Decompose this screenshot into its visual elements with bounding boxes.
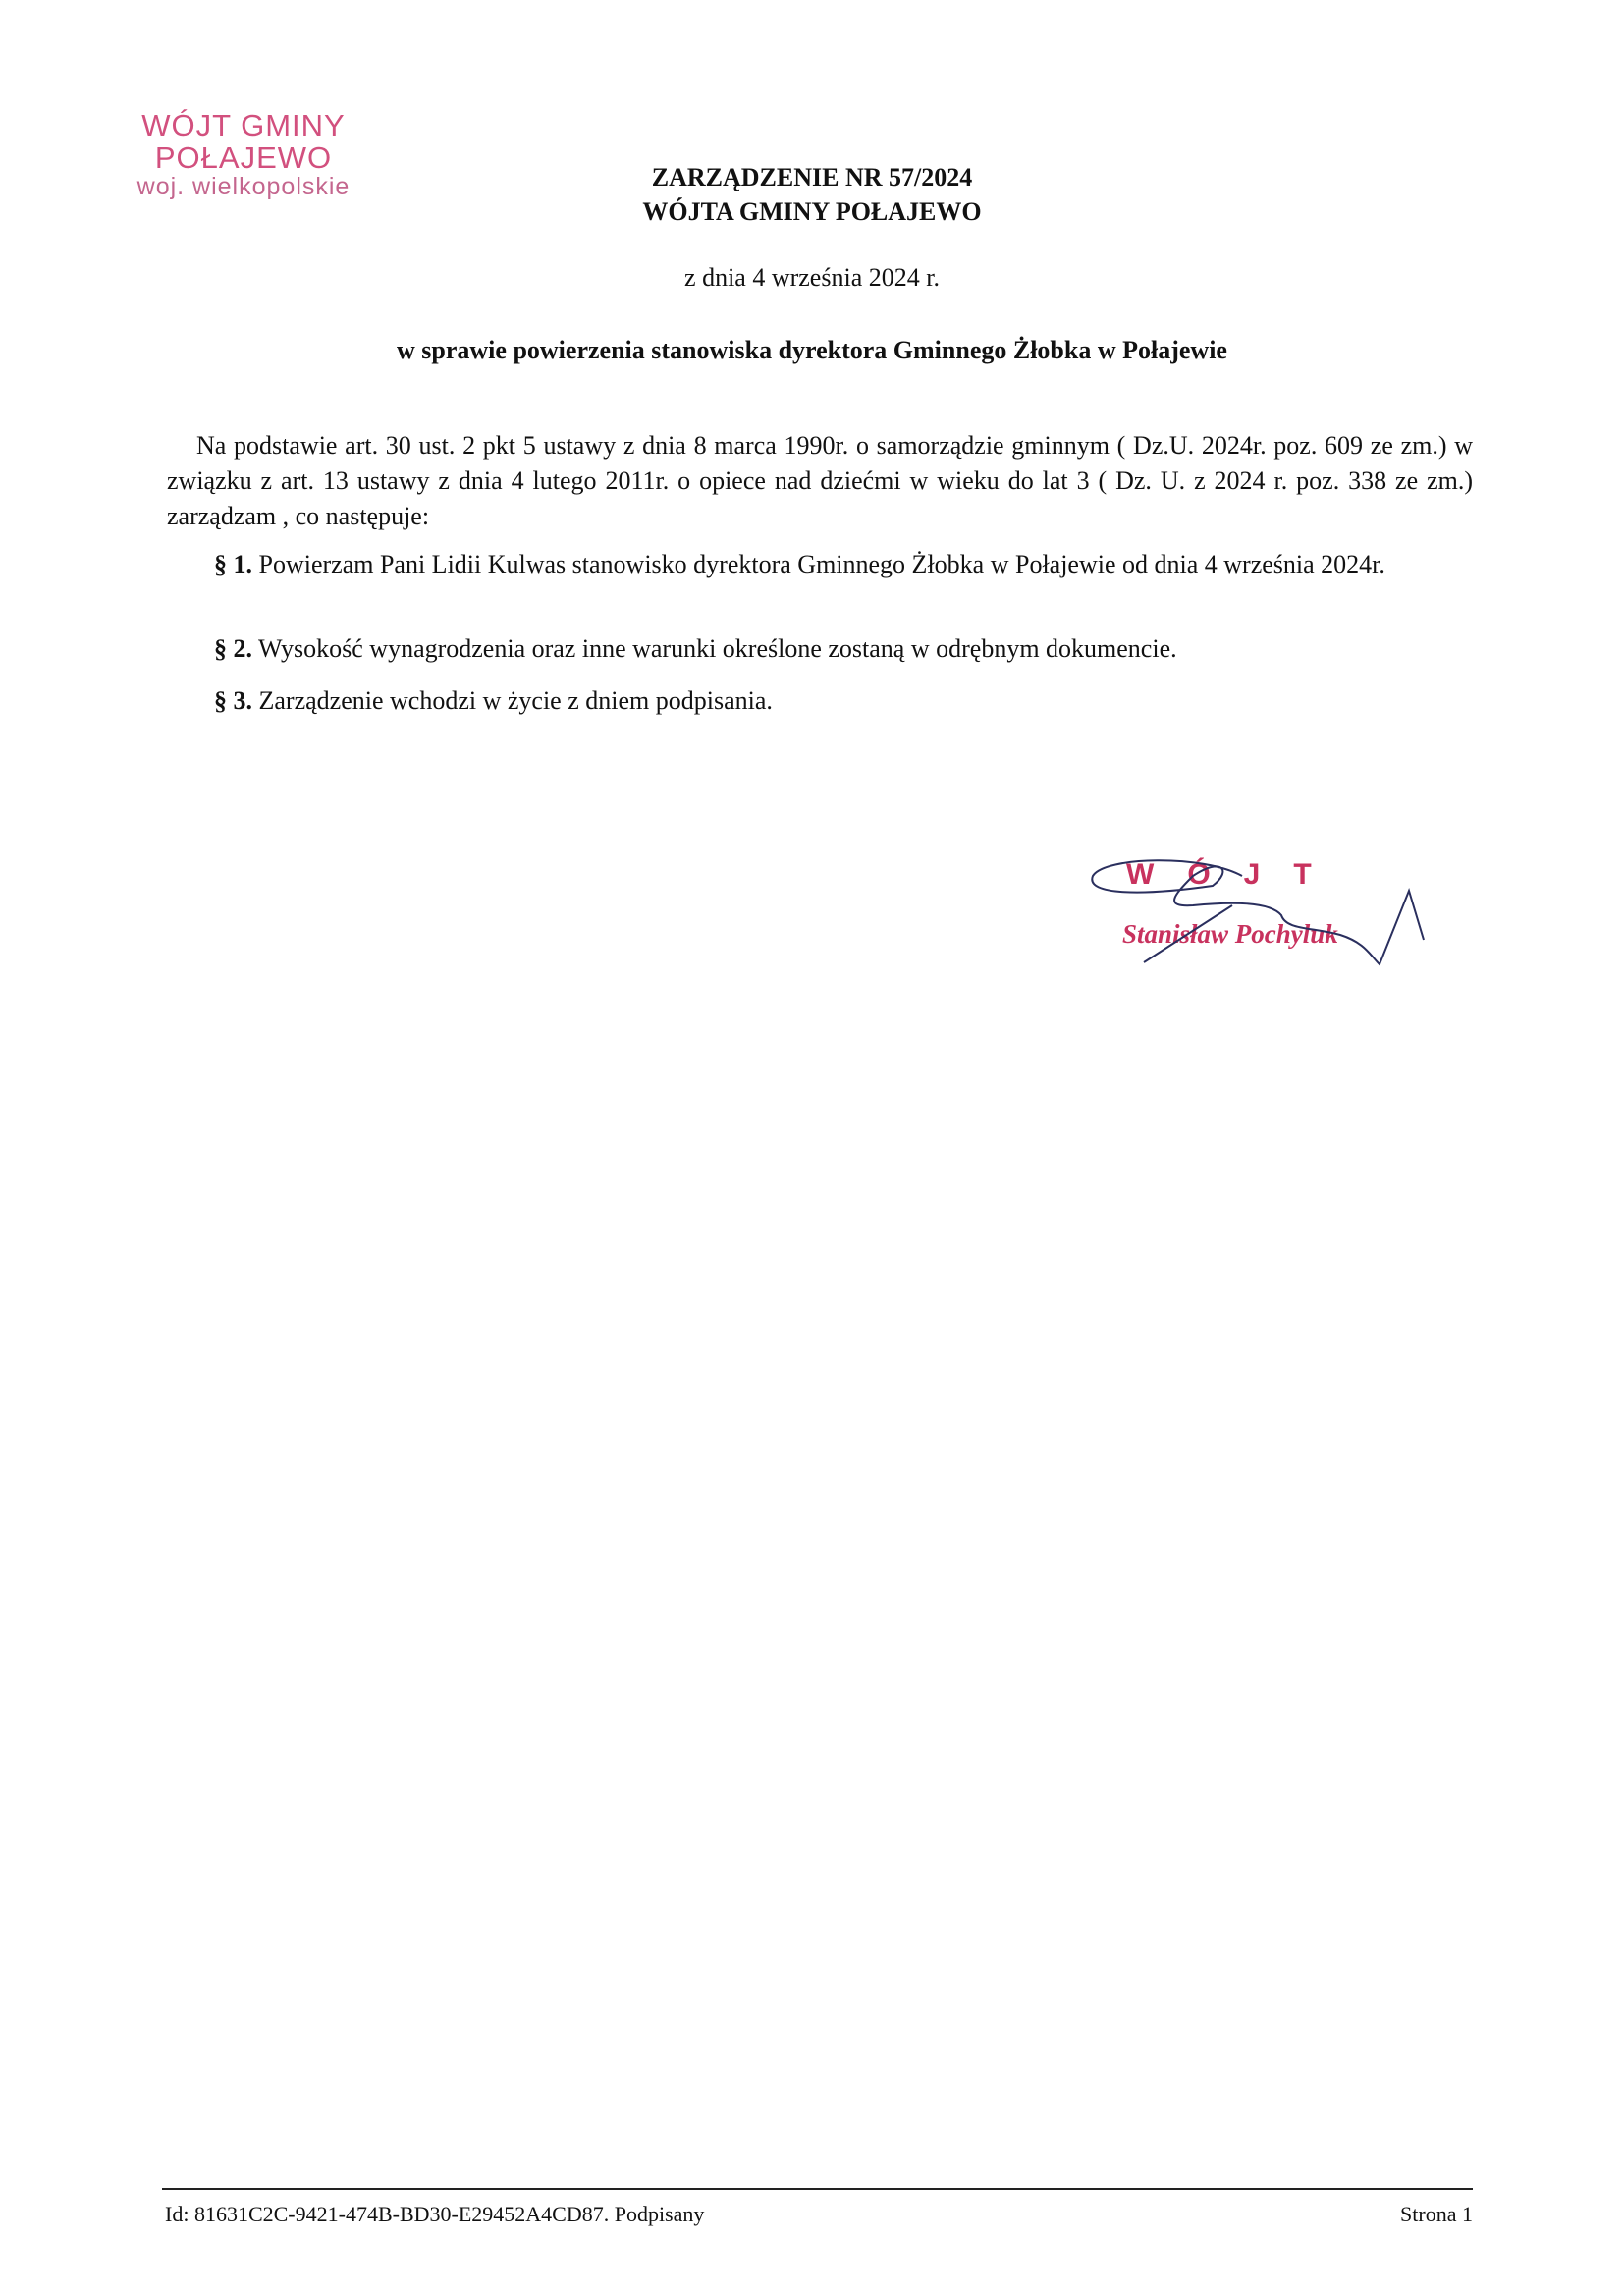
stamp-line-3: woj. wielkopolskie (136, 173, 351, 201)
stamp-line-1: WÓJT GMINY (141, 108, 346, 142)
section-text: Zarządzenie wchodzi w życie z dniem podpisania. (258, 686, 773, 715)
signature-stamp (1085, 847, 1448, 974)
section-text: Powierzam Pani Lidii Kulwas stanowisko dyrektora Gminnego Żłobka w Połajewie od dnia 4 września 2024r. (258, 550, 1385, 578)
signature-role: WÓJT (1126, 858, 1345, 891)
document-date: z dnia 4 września 2024 r. (684, 263, 940, 292)
document-subject: w sprawie powierzenia stanowiska dyrektora Gminnego Żłobka w Połajewie (397, 336, 1227, 364)
section-text: Wysokość wynagrodzenia oraz inne warunki określone zostaną w odrębnym dokumencie. (258, 634, 1177, 663)
signature-name: Stanisław Pochyluk (1122, 919, 1338, 949)
footer-divider (162, 2188, 1473, 2190)
document-title (0, 160, 1624, 229)
handwritten-signature (1085, 847, 1448, 974)
page-number: Strona 1 (1400, 2202, 1473, 2226)
section-1 (167, 547, 1473, 582)
document-id: Id: 81631C2C-9421-474B-BD30-E29452A4CD87. Podpisany (165, 2202, 705, 2226)
section-number: § 3. (214, 686, 252, 715)
section-3 (167, 683, 1473, 719)
title-line-2: WÓJTA GMINY POŁAJEWO (642, 197, 982, 226)
title-line-1: ZARZĄDZENIE NR 57/2024 (651, 163, 973, 191)
stamp-line-2: POŁAJEWO (154, 139, 333, 175)
intro-paragraph: Na podstawie art. 30 ust. 2 pkt 5 ustawy z dnia 8 marca 1990r. o samorządzie gminnym ( Dz.U. 2024r. poz. 609 ze zm.) w związku z art. 13 ustawy z dnia 4 lutego 2011r. o opiece nad dziećmi w wieku do lat 3 ( Dz. U. z 2024 r. poz. 338 ze zm.) zarządzam , co następuje: (167, 431, 1473, 530)
section-number: § 1. (214, 550, 252, 578)
section-number: § 2. (214, 634, 252, 663)
section-2 (167, 631, 1473, 667)
